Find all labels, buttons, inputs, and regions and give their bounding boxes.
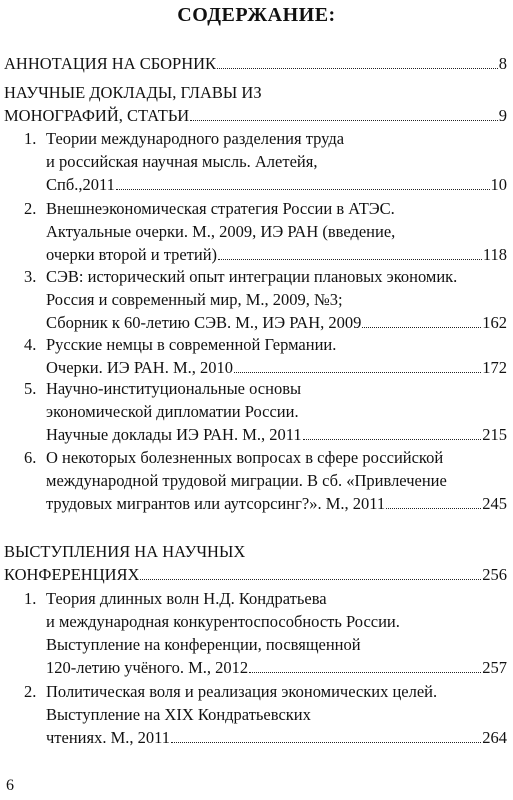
- toc-item-text: Политическая воля и реализация экономических целей.: [46, 682, 438, 701]
- toc-line: [4, 52, 507, 75]
- toc-item-number: 6.: [24, 448, 37, 467]
- toc-line: [46, 423, 507, 446]
- toc-line: [4, 563, 507, 586]
- toc-item-text: Внешнеэкономическая стратегия России в АТЭС.: [46, 199, 395, 218]
- toc-item-text: трудовых мигрантов или аутсорсинг?». М., 2011: [46, 494, 386, 513]
- dot-leader: [218, 245, 482, 260]
- toc-item-text: Русские немцы в современной Германии.: [46, 335, 337, 354]
- toc-item-text: Сборник к 60-летию СЭВ. М., ИЭ РАН, 2009: [46, 313, 362, 332]
- toc-item-number: 3.: [24, 267, 37, 286]
- toc-page-ref: 256: [482, 565, 507, 584]
- dot-leader: [362, 313, 481, 328]
- dot-leader: [217, 54, 498, 69]
- toc-line: [46, 726, 507, 749]
- dot-leader: [303, 425, 482, 440]
- page-title: СОДЕРЖАНИЕ:: [177, 4, 336, 26]
- toc-item-number: 1.: [24, 129, 37, 148]
- toc-line: [46, 311, 507, 334]
- toc-item-number: 2.: [24, 682, 37, 701]
- toc-item-text: Научные доклады ИЭ РАН. М., 2011: [46, 425, 302, 444]
- toc-section-reports: [4, 81, 507, 127]
- toc-item-text: и международная конкурентоспособность России.: [46, 612, 400, 631]
- dot-leader: [190, 106, 498, 121]
- toc-item-text: чтениях. М., 2011: [46, 728, 171, 747]
- dot-leader: [171, 728, 481, 743]
- toc-item-text: СЭВ: исторический опыт интеграции плановых экономик.: [46, 267, 458, 286]
- toc-item-text: 120-летию учёного. М., 2012: [46, 658, 249, 677]
- toc-item-text: О некоторых болезненных вопросах в сфере российской: [46, 448, 444, 467]
- toc-page-ref: 215: [482, 425, 507, 444]
- toc-page-ref: 162: [482, 313, 507, 332]
- dot-leader: [234, 358, 481, 373]
- dot-leader: [140, 565, 481, 580]
- page-number: 6: [6, 777, 14, 794]
- toc-page-ref: 9: [498, 106, 507, 125]
- toc-item-text: Выступление на XIX Кондратьевских: [46, 705, 311, 724]
- toc-page-ref: 264: [482, 728, 507, 747]
- toc-page-ref: 118: [482, 245, 507, 264]
- toc-item-text: экономической дипломатии России.: [46, 402, 299, 421]
- toc-item-text: Спб.,2011: [46, 175, 115, 194]
- toc-item-text: и российская научная мысль. Алетейя,: [46, 152, 318, 171]
- toc-item-number: 5.: [24, 379, 37, 398]
- toc-item-number: 2.: [24, 199, 37, 218]
- toc-section-title-cont: КОНФЕРЕНЦИЯХ: [4, 565, 140, 584]
- toc-line: [46, 243, 507, 266]
- dot-leader: [249, 658, 481, 673]
- toc-section-conferences: [4, 540, 507, 586]
- toc-item: [24, 265, 507, 334]
- toc-page-ref: 245: [482, 494, 507, 513]
- toc-item-text: Актуальные очерки. М., 2009, ИЭ РАН (введение,: [46, 222, 396, 241]
- toc-item-text: Научно-институциональные основы: [46, 379, 302, 398]
- toc-item-text: Теория длинных волн Н.Д. Кондратьева: [46, 589, 327, 608]
- dot-leader: [386, 494, 481, 509]
- toc-section-title: ВЫСТУПЛЕНИЯ НА НАУЧНЫХ: [4, 542, 246, 561]
- toc-item: [24, 197, 507, 266]
- toc-item: [24, 680, 507, 749]
- toc-item-text: Очерки. ИЭ РАН. М., 2010: [46, 358, 234, 377]
- toc-item-text: международной трудовой миграции. В сб. «Привлечение: [46, 471, 447, 490]
- toc-section-title: АННОТАЦИЯ НА СБОРНИК: [4, 54, 217, 73]
- toc-page-ref: 257: [482, 658, 507, 677]
- toc-section-annotation: [4, 52, 507, 75]
- toc-item-text: Россия и современный мир, М., 2009, №3;: [46, 290, 343, 309]
- toc-page-ref: 8: [498, 54, 507, 73]
- toc-item-number: 4.: [24, 335, 37, 354]
- toc-line: [46, 173, 507, 196]
- toc-line: [46, 356, 507, 379]
- toc-line: [4, 104, 507, 127]
- toc-item-text: Теории международного разделения труда: [46, 129, 345, 148]
- toc-page-ref: 172: [482, 358, 507, 377]
- toc-item: [24, 333, 507, 379]
- toc-line: [46, 656, 507, 679]
- toc-page-ref: 10: [490, 175, 507, 194]
- toc-item-number: 1.: [24, 589, 37, 608]
- toc-item: [24, 127, 507, 196]
- toc-line: [46, 492, 507, 515]
- toc-item-text: Выступление на конференции, посвященной: [46, 635, 361, 654]
- toc-item: [24, 377, 507, 446]
- toc-item: [24, 587, 507, 679]
- toc-item-text: очерки второй и третий): [46, 245, 218, 264]
- toc-item: [24, 446, 507, 515]
- toc-section-title-cont: МОНОГРАФИЙ, СТАТЬИ: [4, 106, 190, 125]
- toc-section-title: НАУЧНЫЕ ДОКЛАДЫ, ГЛАВЫ ИЗ: [4, 83, 262, 102]
- dot-leader: [116, 175, 490, 190]
